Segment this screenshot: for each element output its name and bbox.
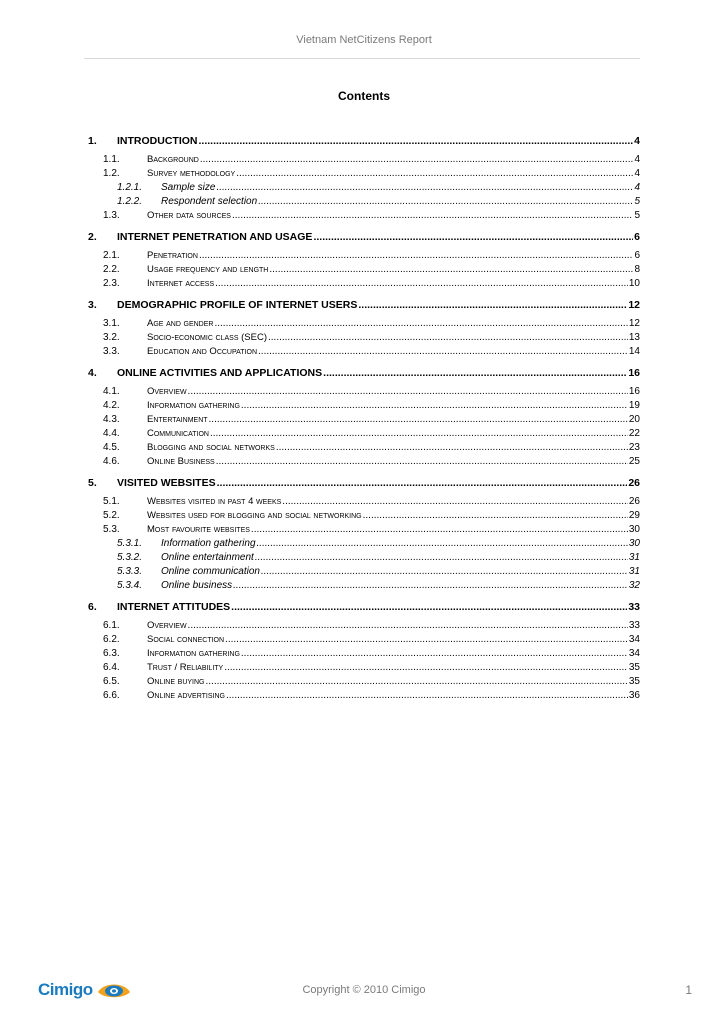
toc-entry-page: 30 xyxy=(628,538,640,549)
toc-entry-level-2[interactable] xyxy=(88,661,640,675)
toc-entry-number: 6.4. xyxy=(103,662,120,673)
toc-entry-title: Information gathering xyxy=(147,400,240,411)
toc-entry-number: 5.3.2. xyxy=(117,552,143,563)
toc-dot-leader xyxy=(224,661,628,675)
toc-entry-level-2[interactable] xyxy=(88,633,640,647)
toc-entry-page: 12 xyxy=(628,299,640,311)
toc-entry-title: Usage frequency and length xyxy=(147,264,269,275)
toc-entry-number: 2.3. xyxy=(103,278,120,289)
toc-entry-title: Age and gender xyxy=(147,318,214,329)
toc-entry-level-2[interactable] xyxy=(88,647,640,661)
toc-entry-number: 1.3. xyxy=(103,210,120,221)
toc-entry-title: Education and Occupation xyxy=(147,346,258,357)
toc-entry-number: 3.3. xyxy=(103,346,120,357)
toc-entry-page: 13 xyxy=(628,332,640,343)
toc-entry-level-2[interactable] xyxy=(88,399,640,413)
toc-entry-number: 1. xyxy=(88,135,97,147)
toc-dot-leader xyxy=(258,345,628,359)
toc-entry-title: INTRODUCTION xyxy=(117,135,198,147)
toc-entry-title: Background xyxy=(147,154,199,165)
toc-entry-number: 1.2.1. xyxy=(117,182,143,193)
toc-entry-level-1[interactable] xyxy=(88,363,640,383)
toc-entry-number: 6.5. xyxy=(103,676,120,687)
toc-entry-title: Social connection xyxy=(147,634,225,645)
toc-dot-leader xyxy=(269,263,633,277)
toc-entry-title: Online advertising xyxy=(147,690,225,701)
toc-dot-leader xyxy=(257,537,628,551)
toc-entry-title: Socio-economic class (SEC) xyxy=(147,332,267,343)
toc-entry-number: 6.1. xyxy=(103,620,120,631)
toc-entry-title: Trust / Reliability xyxy=(147,662,224,673)
toc-dot-leader xyxy=(251,523,628,537)
toc-entry-title: Respondent selection xyxy=(161,196,258,207)
toc-entry-number: 2. xyxy=(88,231,97,243)
toc-entry-number: 5. xyxy=(88,477,97,489)
toc-entry-title: Websites used for blogging and social networking xyxy=(147,510,362,521)
toc-dot-leader xyxy=(214,317,627,331)
toc-dot-leader xyxy=(363,509,628,523)
toc-entry-title: Online entertainment xyxy=(161,552,254,563)
toc-dot-leader xyxy=(313,227,633,247)
toc-entry-level-2[interactable] xyxy=(88,675,640,689)
toc-entry-title: Penetration xyxy=(147,250,198,261)
toc-entry-level-1[interactable] xyxy=(88,473,640,493)
toc-entry-number: 3.2. xyxy=(103,332,120,343)
footer-copyright: Copyright © 2010 Cimigo xyxy=(302,984,426,996)
toc-dot-leader xyxy=(200,153,634,167)
toc-entry-level-3[interactable] xyxy=(88,195,640,209)
toc-entry-level-3[interactable] xyxy=(88,565,640,579)
toc-entry-title: Survey methodology xyxy=(147,168,236,179)
toc-entry-page: 36 xyxy=(628,690,640,701)
toc-entry-page: 35 xyxy=(628,676,640,687)
footer-page-number: 1 xyxy=(685,983,692,997)
toc-dot-leader xyxy=(225,633,628,647)
toc-dot-leader xyxy=(255,551,628,565)
toc-entry-page: 23 xyxy=(628,442,640,453)
toc-entry-number: 4.1. xyxy=(103,386,120,397)
toc-entry-title: Overview xyxy=(147,620,187,631)
toc-entry-title: Most favourite websites xyxy=(147,524,250,535)
toc-entry-page: 6 xyxy=(634,250,640,261)
toc-entry-level-2[interactable] xyxy=(88,249,640,263)
table-of-contents xyxy=(88,131,640,703)
toc-entry-level-2[interactable] xyxy=(88,345,640,359)
toc-dot-leader xyxy=(217,473,628,493)
toc-entry-title: Online business xyxy=(161,580,233,591)
toc-entry-page: 22 xyxy=(628,428,640,439)
toc-entry-title: Communication xyxy=(147,428,209,439)
toc-entry-title: DEMOGRAPHIC PROFILE OF INTERNET USERS xyxy=(117,299,358,311)
toc-entry-number: 4.2. xyxy=(103,400,120,411)
toc-entry-number: 1.2. xyxy=(103,168,120,179)
toc-entry-page: 12 xyxy=(628,318,640,329)
toc-entry-level-2[interactable] xyxy=(88,385,640,399)
toc-entry-level-3[interactable] xyxy=(88,579,640,593)
toc-entry-page: 31 xyxy=(628,552,640,563)
toc-dot-leader xyxy=(188,385,628,399)
toc-entry-level-2[interactable] xyxy=(88,167,640,181)
toc-entry-page: 35 xyxy=(628,662,640,673)
toc-dot-leader xyxy=(258,195,633,209)
toc-entry-number: 4.3. xyxy=(103,414,120,425)
toc-dot-leader xyxy=(323,363,627,383)
toc-entry-number: 6. xyxy=(88,601,97,613)
toc-entry-number: 5.3. xyxy=(103,524,120,535)
toc-entry-title: Overview xyxy=(147,386,187,397)
toc-entry-level-3[interactable] xyxy=(88,181,640,195)
toc-dot-leader xyxy=(231,597,627,617)
contents-heading: Contents xyxy=(338,89,390,103)
toc-dot-leader xyxy=(358,295,627,315)
toc-entry-title: INTERNET ATTITUDES xyxy=(117,601,231,613)
running-header: Vietnam NetCitizens Report xyxy=(296,34,432,46)
toc-entry-title: INTERNET PENETRATION AND USAGE xyxy=(117,231,313,243)
toc-entry-page: 6 xyxy=(634,231,640,243)
toc-entry-title: Entertainment xyxy=(147,414,208,425)
toc-entry-number: 4.4. xyxy=(103,428,120,439)
toc-entry-page: 25 xyxy=(628,456,640,467)
toc-entry-page: 4 xyxy=(634,182,640,193)
toc-entry-page: 33 xyxy=(628,601,640,613)
toc-entry-level-2[interactable] xyxy=(88,153,640,167)
toc-entry-number: 5.2. xyxy=(103,510,120,521)
toc-entry-page: 4 xyxy=(634,154,640,165)
toc-entry-level-2[interactable] xyxy=(88,209,640,223)
toc-dot-leader xyxy=(276,441,628,455)
toc-entry-page: 34 xyxy=(628,648,640,659)
toc-entry-title: Other data sources xyxy=(147,210,231,221)
toc-entry-title: Blogging and social networks xyxy=(147,442,275,453)
toc-dot-leader xyxy=(199,249,634,263)
toc-entry-level-1[interactable] xyxy=(88,227,640,247)
toc-dot-leader xyxy=(215,277,628,291)
toc-entry-page: 14 xyxy=(628,346,640,357)
toc-entry-level-2[interactable] xyxy=(88,263,640,277)
toc-entry-number: 6.2. xyxy=(103,634,120,645)
toc-dot-leader xyxy=(233,579,628,593)
toc-entry-page: 33 xyxy=(628,620,640,631)
toc-dot-leader xyxy=(241,399,628,413)
toc-entry-number: 4. xyxy=(88,367,97,379)
toc-entry-page: 20 xyxy=(628,414,640,425)
toc-entry-title: VISITED WEBSITES xyxy=(117,477,216,489)
toc-dot-leader xyxy=(188,619,628,633)
toc-dot-leader xyxy=(216,455,628,469)
toc-entry-title: Websites visited in past 4 weeks xyxy=(147,496,282,507)
toc-entry-title: Internet access xyxy=(147,278,215,289)
toc-entry-level-3[interactable] xyxy=(88,551,640,565)
toc-entry-number: 1.2.2. xyxy=(117,196,143,207)
toc-entry-title: Online communication xyxy=(161,566,260,577)
toc-entry-level-2[interactable] xyxy=(88,427,640,441)
toc-entry-title: Sample size xyxy=(161,182,216,193)
toc-entry-title: Information gathering xyxy=(161,538,256,549)
toc-entry-level-3[interactable] xyxy=(88,537,640,551)
toc-entry-level-1[interactable] xyxy=(88,131,640,151)
toc-entry-level-2[interactable] xyxy=(88,495,640,509)
toc-entry-number: 5.3.1. xyxy=(117,538,143,549)
toc-entry-title: Online Business xyxy=(147,456,215,467)
logo-wordmark: Cimigo xyxy=(38,980,93,999)
toc-entry-page: 4 xyxy=(634,135,640,147)
toc-dot-leader xyxy=(261,565,628,579)
toc-entry-title: Information gathering xyxy=(147,648,240,659)
toc-dot-leader xyxy=(268,331,628,345)
toc-entry-level-1[interactable] xyxy=(88,597,640,617)
toc-dot-leader xyxy=(241,647,628,661)
toc-entry-page: 8 xyxy=(634,264,640,275)
toc-entry-title: ONLINE ACTIVITIES AND APPLICATIONS xyxy=(117,367,323,379)
toc-entry-number: 4.5. xyxy=(103,442,120,453)
toc-entry-level-2[interactable] xyxy=(88,441,640,455)
toc-entry-title: Online buying xyxy=(147,676,205,687)
toc-entry-level-2[interactable] xyxy=(88,277,640,291)
toc-entry-level-2[interactable] xyxy=(88,509,640,523)
toc-entry-page: 30 xyxy=(628,524,640,535)
toc-dot-leader xyxy=(282,495,628,509)
toc-entry-page: 19 xyxy=(628,400,640,411)
toc-entry-page: 32 xyxy=(628,580,640,591)
toc-dot-leader xyxy=(205,675,627,689)
toc-dot-leader xyxy=(199,131,634,151)
toc-entry-level-2[interactable] xyxy=(88,317,640,331)
toc-entry-page: 34 xyxy=(628,634,640,645)
toc-dot-leader xyxy=(210,427,628,441)
toc-entry-level-2[interactable] xyxy=(88,619,640,633)
toc-entry-number: 5.3.4. xyxy=(117,580,143,591)
toc-entry-page: 26 xyxy=(628,477,640,489)
toc-entry-level-1[interactable] xyxy=(88,295,640,315)
toc-entry-level-2[interactable] xyxy=(88,331,640,345)
toc-entry-number: 6.6. xyxy=(103,690,120,701)
toc-entry-number: 5.3.3. xyxy=(117,566,143,577)
toc-dot-leader xyxy=(209,413,628,427)
toc-dot-leader xyxy=(236,167,633,181)
toc-entry-number: 6.3. xyxy=(103,648,120,659)
toc-entry-number: 5.1. xyxy=(103,496,120,507)
toc-entry-page: 26 xyxy=(628,496,640,507)
toc-dot-leader xyxy=(216,181,633,195)
toc-entry-number: 4.6. xyxy=(103,456,120,467)
toc-dot-leader xyxy=(232,209,633,223)
toc-entry-number: 3.1. xyxy=(103,318,120,329)
toc-entry-page: 29 xyxy=(628,510,640,521)
toc-entry-level-2[interactable] xyxy=(88,413,640,427)
toc-entry-page: 31 xyxy=(628,566,640,577)
header-divider xyxy=(84,58,640,59)
toc-entry-page: 5 xyxy=(634,196,640,207)
toc-entry-page: 16 xyxy=(628,386,640,397)
toc-entry-page: 10 xyxy=(628,278,640,289)
toc-entry-page: 5 xyxy=(634,210,640,221)
toc-dot-leader xyxy=(226,689,628,703)
toc-entry-level-2[interactable] xyxy=(88,689,640,703)
toc-entry-number: 1.1. xyxy=(103,154,120,165)
toc-entry-page: 4 xyxy=(634,168,640,179)
toc-entry-number: 2.1. xyxy=(103,250,120,261)
toc-entry-page: 16 xyxy=(628,367,640,379)
toc-entry-level-2[interactable] xyxy=(88,523,640,537)
toc-entry-level-2[interactable] xyxy=(88,455,640,469)
toc-entry-number: 2.2. xyxy=(103,264,120,275)
toc-entry-number: 3. xyxy=(88,299,97,311)
